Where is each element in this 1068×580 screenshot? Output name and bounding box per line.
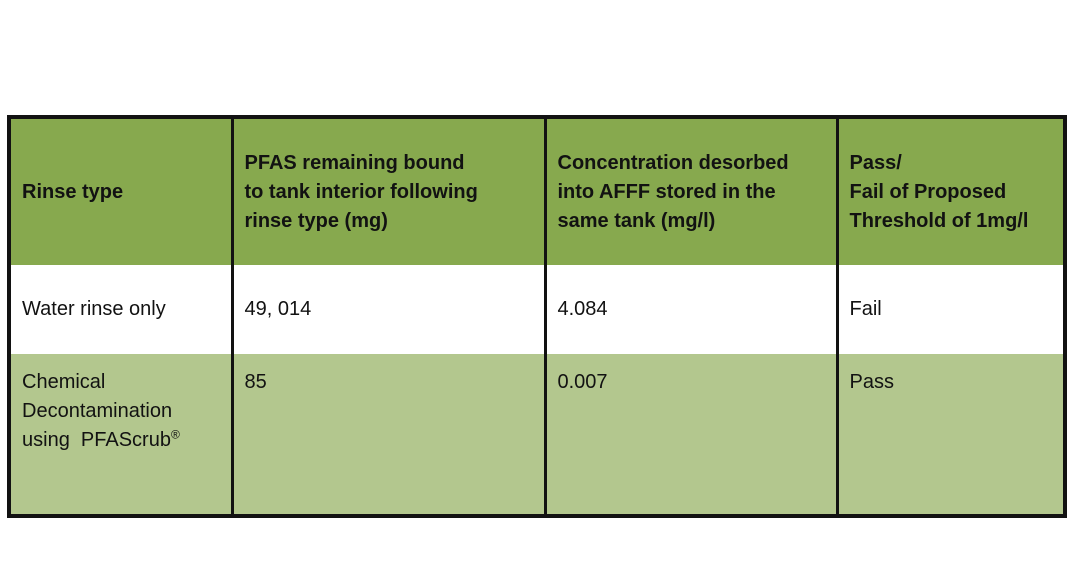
- rinse-type-text: Chemical Decontamination using PFAScrub: [22, 371, 173, 451]
- cell-rinse-type: [9, 354, 232, 516]
- registered-trademark-symbol: ®: [170, 427, 180, 442]
- column-header-rinse-type: Rinse type: [9, 117, 232, 265]
- cell-pass-fail: Fail: [837, 265, 1065, 354]
- table-row-water-rinse: [9, 265, 1065, 354]
- cell-pass-fail: Pass: [837, 354, 1065, 516]
- column-header-pfas-remaining: PFAS remaining bound to tank interior following rinse type (mg): [232, 117, 545, 265]
- cell-rinse-type: Water rinse only: [9, 265, 232, 354]
- column-header-concentration-desorbed: Concentration desorbed into AFFF stored in the same tank (mg/l): [545, 117, 837, 265]
- column-header-pass-fail: Pass/ Fail of Proposed Threshold of 1mg/l: [837, 117, 1065, 265]
- cell-pfas-remaining: 85: [232, 354, 545, 516]
- cell-concentration-desorbed: 4.084: [545, 265, 837, 354]
- cell-pfas-remaining: 49, 014: [232, 265, 545, 354]
- header-row: [9, 117, 1065, 265]
- table-row-chemical-decontamination: [9, 354, 1065, 516]
- cell-concentration-desorbed: 0.007: [545, 354, 837, 516]
- rinse-comparison-table: [7, 115, 1067, 518]
